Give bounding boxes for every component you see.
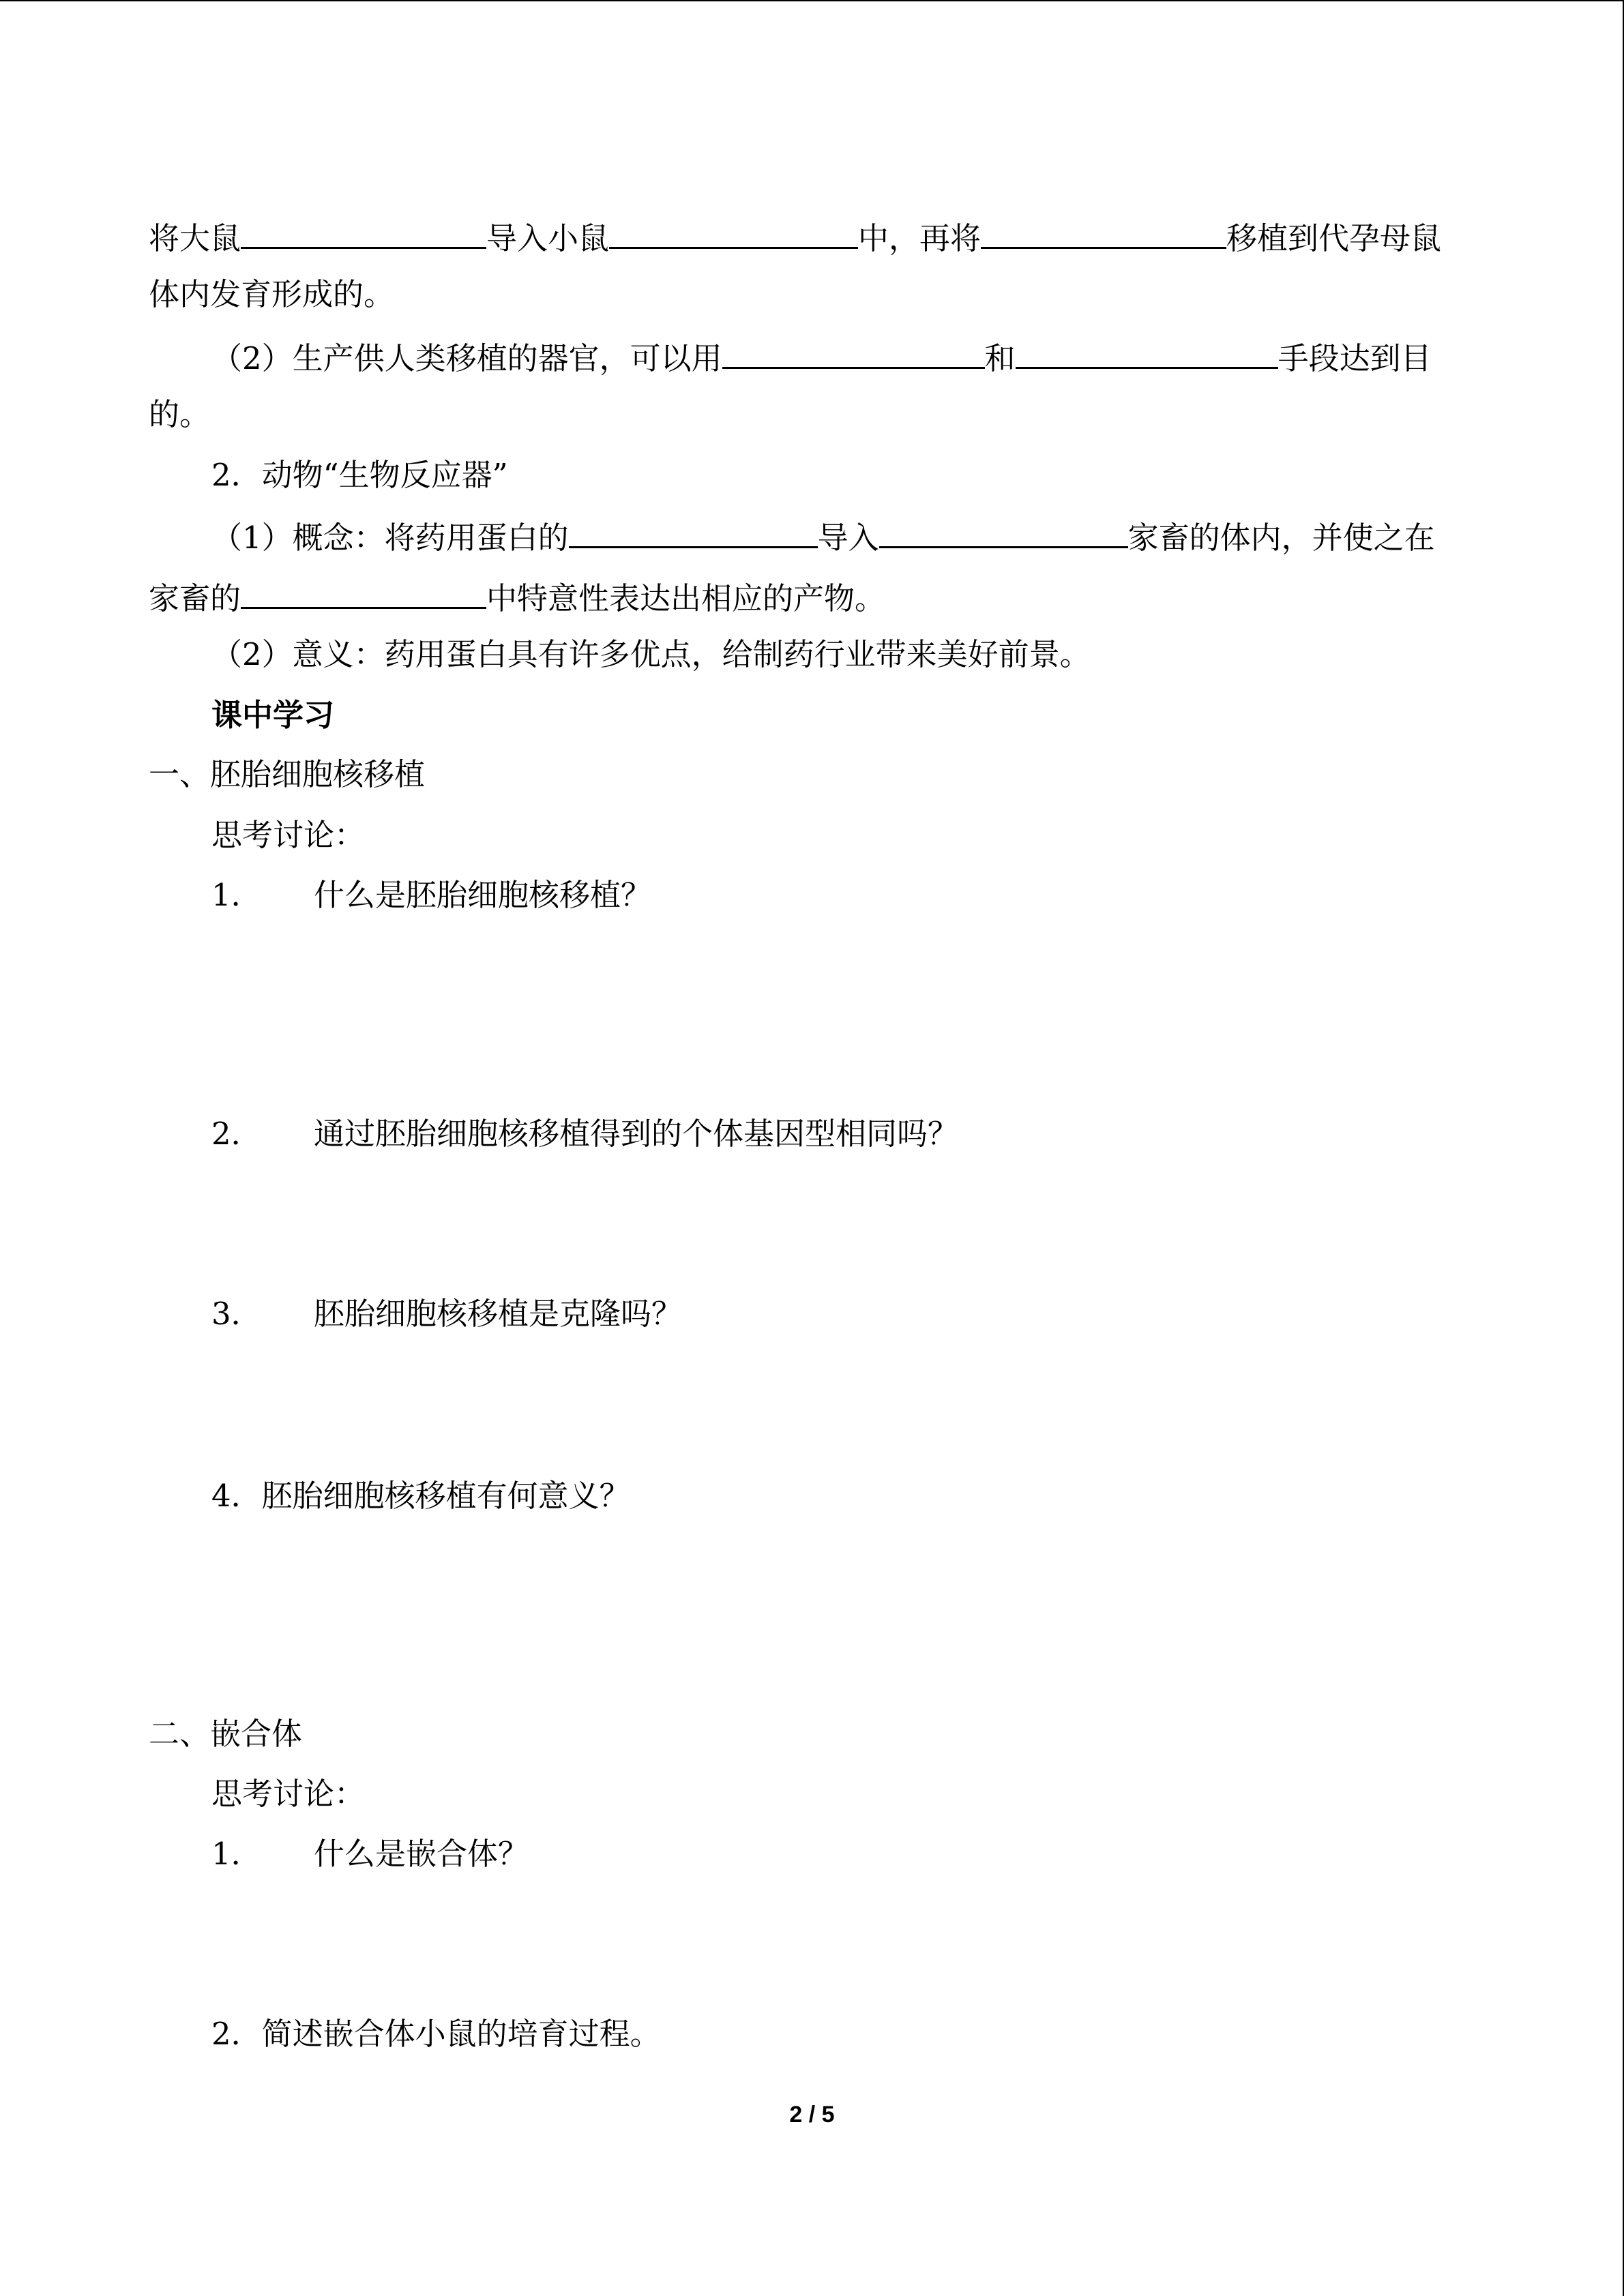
blank-field[interactable] [609,217,858,249]
text-segment: 一、胚胎细胞核移植 [149,756,426,792]
text-segment: 导入 [817,520,879,556]
text-segment: 中特意性表达出相应的产物。 [486,580,886,616]
text-segment: 中，再将 [858,220,981,256]
blank-field[interactable] [722,337,985,369]
section2-discuss-label [211,1776,365,1813]
text-segment: （2）生产供人类移植的器官，可以用 [211,340,722,376]
text-segment: 2．动物“生物反应器” [211,457,508,493]
page-top-border [0,0,1623,1]
blank-field[interactable] [1016,337,1278,369]
section1-discuss-label [211,817,365,854]
question-text: 什么是嵌合体？ [314,1836,529,1872]
text-segment: 二、嵌合体 [149,1716,303,1752]
section1-title [149,756,425,793]
fill-in-line-1-cont [149,276,394,313]
section2-question-1 [211,1836,529,1873]
page-number: 2 / 5 [789,2102,835,2128]
blank-field[interactable] [879,516,1128,548]
section-heading [211,697,334,734]
text-segment: 思考讨论： [211,1776,366,1812]
fill-in-line-2-cont [149,396,210,433]
question-number: 1． [211,877,262,913]
subheading-bioreactor [211,457,508,494]
fill-in-line-3-cont [149,577,885,617]
text-segment: 移植到代孕母鼠 [1226,220,1442,256]
question-text: 什么是胚胎细胞核移植？ [314,877,652,913]
text-segment: 体内发育形成的。 [149,276,395,312]
text-segment: 家畜的体内，并使之在 [1127,520,1435,556]
question-2 [211,1116,958,1152]
text-segment: 家畜的 [149,580,241,616]
fill-in-line-3 [211,516,1435,556]
text-segment: 将大鼠 [149,220,241,256]
question-3 [211,1296,682,1332]
fill-in-line-2 [211,337,1432,377]
blank-field[interactable] [569,516,818,548]
question-number: 2． [211,1116,262,1152]
question-text: 4．胚胎细胞核移植有何意义？ [211,1478,630,1514]
text-segment: 导入小鼠 [486,220,610,256]
blank-field[interactable] [241,577,486,609]
text-segment: 课中学习 [211,697,335,733]
question-text: 2．简述嵌合体小鼠的培育过程。 [211,2016,661,2052]
text-segment: 手段达到目 [1278,340,1432,376]
blank-field[interactable] [981,217,1226,249]
text-segment: （2）意义：药用蛋白具有许多优点，给制药行业带来美好前景。 [211,636,1091,672]
section2-title [149,1716,302,1753]
text-segment: （1）概念：将药用蛋白的 [211,520,569,556]
text-segment: 思考讨论： [211,817,366,853]
section2-question-2 [211,2016,661,2053]
significance-line [211,636,1091,673]
blank-field[interactable] [241,217,486,249]
question-text: 胚胎细胞核移植是克隆吗？ [314,1296,683,1332]
question-number: 1． [211,1836,262,1872]
text-segment: 和 [984,340,1016,376]
fill-in-line-1 [149,217,1441,257]
text-segment: 的。 [149,396,211,432]
question-text: 通过胚胎细胞核移植得到的个体基因型相同吗？ [314,1116,959,1152]
question-1 [211,877,651,914]
question-number: 3． [211,1296,262,1332]
question-4 [211,1478,630,1515]
